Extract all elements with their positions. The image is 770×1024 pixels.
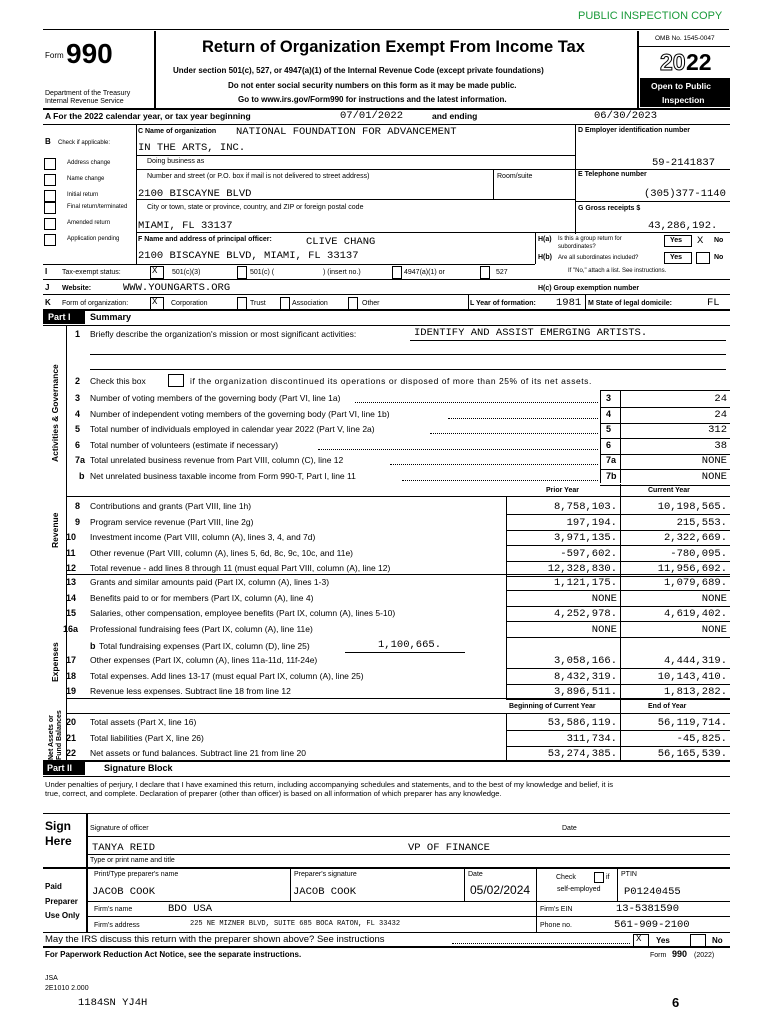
legal-domicile-value: FL [707, 297, 720, 309]
street-label: Number and street (or P.O. box if mail is not delivered to street address) [147, 173, 370, 180]
form-label: Form [45, 51, 64, 60]
trust-label: Trust [250, 300, 266, 307]
use-only-label: Use Only [45, 911, 80, 920]
penalty-text-2: true, correct, and complete. Declaration of preparer (other than officer) is based on all information of which preparer has any knowledge. [45, 789, 502, 798]
current-year-value: 4,444,319. [663, 655, 727, 667]
side-expenses: Expenses [50, 642, 60, 682]
status-501c-label: 501(c) ( [250, 269, 275, 276]
principal-officer: CLIVE CHANG [306, 236, 376, 248]
hc-label: H(c) Group exemption number [538, 285, 640, 292]
firm-ein-label: Firm's EIN [540, 906, 573, 913]
form-title: Return of Organization Exempt From Income Tax [202, 38, 585, 56]
officer-address: 2100 BISCAYNE BLVD, MIAMI, FL 33137 [138, 250, 359, 262]
year-formation-label: L Year of formation: [470, 300, 536, 307]
status-501c3-mark: X [152, 266, 158, 276]
status-527-label: 527 [496, 269, 508, 276]
side-activities-governance: Activities & Governance [50, 364, 60, 462]
prior-year-value: 4,252,978. [553, 608, 617, 621]
tax-exempt-label: Tax-exempt status: [62, 269, 121, 276]
discuss-question: May the IRS discuss this return with the preparer shown above? See instructions [45, 934, 385, 945]
gov-line-text: Number of independent voting members of the governing body (Part VI, line 1b) [90, 408, 390, 419]
preparer-signature: JACOB COOK [293, 886, 357, 898]
gov-line-text: Net unrelated business taxable income from Form 990-T, Part I, line 11 [90, 470, 356, 481]
part2-title: Signature Block [104, 763, 173, 773]
bottom-code: 1184SN YJ4H [78, 997, 148, 1009]
current-year-value: 215,553. [676, 516, 727, 529]
fin-line-text: Program service revenue (Part VIII, line 2g) [90, 516, 254, 527]
status-4947-checkbox[interactable] [392, 266, 402, 279]
status-501c-checkbox[interactable] [237, 266, 247, 279]
gov-line-text: Number of voting members of the governing body (Part VI, line 1a) [90, 393, 341, 403]
gov-line-value: 38 [714, 439, 727, 452]
gov-line-text: Total number of individuals employed in calendar year 2022 (Part V, line 2a) [90, 424, 375, 434]
footer-form-year: (2022) [694, 952, 715, 959]
gov-line-number: b [79, 470, 85, 481]
line-j-label: J [45, 283, 50, 292]
ptin-value: P01240455 [624, 886, 681, 898]
beginning-year-header: Beginning of Current Year [509, 703, 596, 710]
fin-line-number: 17 [66, 655, 77, 665]
sign-date-label: Date [562, 825, 577, 832]
form-of-org-label: Form of organization: [62, 300, 129, 307]
if-label: if [606, 874, 610, 881]
type-print-label: Type or print name and title [90, 857, 175, 864]
gov-line-text: Total number of volunteers (estimate if necessary) [90, 439, 279, 450]
fin-line-number: 19 [66, 686, 77, 697]
status-501c3-label: 501(c)(3) [172, 269, 201, 276]
website-label: Website: [62, 285, 92, 292]
and-ending-label: and ending [432, 111, 478, 121]
line2-text-2: if the organization discontinued its operations or disposed of more than 25% of its net assets. [190, 376, 592, 386]
hb-text: Are all subordinates included? [558, 255, 639, 261]
initial-return-checkbox[interactable] [44, 190, 56, 202]
prior-year-value: NONE [591, 623, 617, 636]
legal-domicile-label: M State of legal domicile: [588, 300, 673, 307]
side-net-assets-1: Net Assets or [48, 715, 55, 760]
gov-line-value: 24 [714, 393, 727, 405]
year-suffix: 22 [686, 49, 712, 75]
corporation-mark: X [152, 297, 158, 307]
gov-line-text: Total unrelated business revenue from Part VIII, column (C), line 12 [90, 455, 344, 465]
gov-line-value: 24 [714, 408, 727, 421]
other-label: Other [362, 300, 380, 307]
status-527-checkbox[interactable] [480, 266, 490, 279]
paperwork-notice: For Paperwork Reduction Act Notice, see the separate instructions. [45, 950, 302, 959]
ha-yes-label: Yes [670, 237, 683, 244]
status-insert-no: ) (insert no.) [323, 269, 361, 276]
current-year-value: 10,143,410. [657, 670, 727, 683]
fin-line-number: 13 [66, 577, 77, 587]
omb-number: OMB No. 1545-0047 [655, 35, 715, 42]
prior-year-value: 1,121,175. [553, 577, 617, 589]
officer-signer-name: TANYA REID [92, 842, 156, 854]
prior-year-value: NONE [591, 592, 617, 605]
fin-line-number: 16a [63, 623, 79, 634]
org-street: 2100 BISCAYNE BLVD [138, 188, 252, 200]
end-year-header: End of Year [648, 703, 687, 710]
g-gross-label: G Gross receipts $ [578, 205, 641, 212]
preparer-name: JACOB COOK [92, 886, 156, 898]
current-year-value: 56,119,714. [657, 717, 727, 729]
gov-line-number: 5 [75, 424, 81, 434]
preparer-label: Preparer [45, 897, 78, 906]
fin-line-number: 15 [66, 608, 77, 619]
mission-statement: IDENTIFY AND ASSIST EMERGING ARTISTS. [414, 327, 648, 339]
line1-num: 1 [75, 329, 81, 339]
fin-line-text: Salaries, other compensation, employee benefits (Part IX, column (A), lines 5-10) [90, 608, 396, 619]
discontinued-checkbox[interactable] [168, 374, 184, 387]
current-year-value: NONE [701, 592, 727, 605]
fin-line-number: 8 [75, 501, 81, 511]
gov-line-value: NONE [701, 455, 727, 467]
instructions-notice: Go to www.irs.gov/Form990 for instructions and the latest information. [238, 95, 507, 104]
line-b-label: B [45, 137, 51, 146]
gross-receipts-value: 43,286,192. [648, 220, 718, 232]
current-year-value: 1,079,689. [663, 577, 727, 589]
d-ein-label: D Employer identification number [578, 127, 691, 134]
discuss-yes-label: Yes [656, 936, 670, 945]
fin-line-text: Other revenue (Part VIII, column (A), lines 5, 6d, 8c, 9c, 10c, and 11e) [90, 547, 353, 558]
hb-label: H(b) [538, 254, 552, 261]
sign-label: Sign [45, 819, 71, 833]
phone-value: (305)377-1140 [644, 188, 726, 200]
gov-box-label: 4 [606, 408, 612, 419]
org-city: MIAMI, FL 33137 [138, 220, 233, 232]
current-year-value: 11,956,692. [657, 563, 727, 576]
prior-year-value: 311,734. [566, 732, 617, 745]
gov-line-number: 7a [75, 455, 86, 465]
line16b-value: 1,100,665. [378, 639, 442, 651]
fin-line-number: 20 [66, 717, 77, 727]
final-return-label: Final return/terminated [67, 204, 128, 210]
fin-line-text: Total liabilities (Part X, line 26) [90, 732, 204, 743]
dept-irs: Internal Revenue Service [45, 98, 124, 105]
form-code: 2E1010 2.000 [45, 985, 89, 992]
part2-label: Part II [47, 763, 73, 773]
current-year-value: -780,095. [670, 547, 727, 560]
hb-no-label: No [714, 254, 724, 261]
address-change-checkbox[interactable] [44, 158, 56, 170]
line2-num: 2 [75, 376, 81, 386]
phone-no-label: Phone no. [540, 922, 572, 929]
gov-line-value: 312 [708, 424, 727, 436]
ha-text-1: Is this a group return for [558, 236, 622, 242]
fin-line-number: 22 [66, 748, 77, 759]
fin-line-text: Total revenue - add lines 8 through 11 (must equal Part VIII, column (A), line 12) [90, 563, 391, 574]
current-year-value: 4,619,402. [663, 608, 727, 621]
name-change-label: Name change [67, 176, 105, 182]
corporation-label: Corporation [171, 300, 208, 307]
line2-text-1: Check this box [90, 376, 146, 386]
penalty-text-1: Under penalties of perjury, I declare that I have examined this return, including accompanying schedules and statements, and to the best of my knowledge and belief, it is [45, 780, 614, 789]
current-year-value: 2,322,669. [663, 532, 727, 545]
footer-form-number: 990 [672, 949, 688, 959]
fin-line-number: 21 [66, 732, 77, 743]
final-return-checkbox[interactable] [44, 202, 56, 214]
prior-year-value: 197,194. [566, 516, 617, 529]
part1-label: Part I [48, 312, 71, 322]
fin-line-text: Investment income (Part VIII, column (A), lines 3, 4, and 7d) [90, 532, 316, 543]
line1-text: Briefly describe the organization's mission or most significant activities: [90, 329, 357, 339]
prep-date-label: Date [468, 871, 483, 878]
line16b-text: Total fundraising expenses (Part IX, column (D), line 25) [99, 641, 310, 651]
firm-name: BDO USA [168, 903, 213, 915]
gov-line-number: 6 [75, 439, 81, 450]
fin-line-number: 11 [66, 547, 76, 558]
fin-line-number: 10 [66, 532, 77, 543]
ha-text-2: subordinates? [558, 244, 596, 250]
fin-line-text: Total expenses. Add lines 13-17 (must equal Part IX, column (A), line 25) [90, 670, 364, 681]
dba-label: Doing business as [147, 158, 205, 165]
firm-address: 225 NE MIZNER BLVD, SUITE 685 BOCA RATON, FL 33432 [190, 920, 401, 928]
firm-name-label: Firm's name [94, 906, 133, 913]
hb-yes-label: Yes [670, 254, 683, 261]
discuss-yes-mark: X [636, 934, 642, 944]
ein-value: 59-2141837 [652, 157, 716, 169]
current-year-value: 56,165,539. [657, 748, 727, 761]
gov-box-label: 7a [606, 455, 617, 465]
address-change-label: Address change [67, 160, 111, 166]
current-year-value: 1,813,282. [663, 686, 727, 699]
here-label: Here [45, 834, 72, 848]
prior-year-value: -597,602. [560, 547, 617, 560]
public-inspection-label: PUBLIC INSPECTION COPY [578, 10, 723, 22]
current-year-value: 10,198,565. [657, 501, 727, 513]
gov-line-value: NONE [701, 470, 727, 483]
ha-no-label: No [714, 237, 724, 244]
fin-line-text: Contributions and grants (Part VIII, line 1h) [90, 501, 252, 511]
jsa-label: JSA [45, 975, 58, 982]
prior-year-header: Prior Year [546, 487, 579, 494]
prior-year-value: 12,328,830. [547, 563, 617, 576]
fin-line-text: Total assets (Part X, line 16) [90, 717, 197, 727]
prior-year-value: 53,586,119. [547, 717, 617, 729]
fin-line-text: Net assets or fund balances. Subtract line 21 from line 20 [90, 748, 306, 759]
side-revenue: Revenue [50, 512, 60, 548]
prior-year-value: 3,896,511. [553, 686, 617, 699]
fin-line-number: 18 [66, 670, 77, 681]
prep-name-label: Print/Type preparer's name [94, 871, 179, 878]
form-number: 990 [66, 38, 113, 69]
line-k-label: K [45, 298, 51, 307]
application-pending-label: Application pending [67, 236, 120, 242]
gov-box-label: 5 [606, 424, 612, 434]
current-year-value: -45,825. [676, 732, 727, 745]
application-pending-checkbox[interactable] [44, 234, 56, 246]
line16b-num: b [90, 641, 96, 651]
fin-line-text: Revenue less expenses. Subtract line 18 from line 12 [90, 686, 291, 697]
firm-address-label: Firm's address [94, 922, 140, 929]
e-phone-label: E Telephone number [578, 171, 647, 178]
c-name-label: C Name of organization [138, 128, 217, 135]
fin-line-text: Other expenses (Part IX, column (A), lines 11a-11d, 11f-24e) [90, 655, 318, 665]
side-net-assets-2: Fund Balances [56, 710, 63, 760]
dept-treasury: Department of the Treasury [45, 90, 131, 97]
room-suite-label: Room/suite [497, 173, 533, 180]
org-name-line-2: IN THE ARTS, INC. [138, 142, 246, 154]
gov-line-number: 4 [75, 408, 81, 419]
self-employed-label: self-employed [557, 886, 601, 893]
prior-year-value: 8,758,103. [553, 501, 617, 513]
preparer-date: 05/02/2024 [470, 883, 531, 897]
gov-box-label: 6 [606, 439, 612, 450]
line-a-label: A For the 2022 calendar year, or tax year beginning [45, 111, 251, 121]
city-label: City or town, state or province, country, and ZIP or foreign postal code [147, 204, 364, 211]
open-public-1: Open to Public [651, 81, 711, 91]
status-4947-label: 4947(a)(1) or [404, 269, 445, 276]
line-i-label: I [45, 267, 48, 276]
tax-year-begin: 07/01/2022 [340, 110, 404, 122]
fin-line-text: Grants and similar amounts paid (Part IX, column (A), lines 1-3) [90, 577, 330, 587]
footer-form-label: Form [650, 952, 667, 959]
fin-line-number: 12 [66, 563, 77, 574]
ptin-label: PTIN [621, 871, 637, 878]
f-officer-label: F Name and address of principal officer: [138, 236, 272, 243]
hb-no-box[interactable] [696, 252, 710, 264]
firm-phone: 561-909-2100 [614, 919, 690, 931]
firm-ein: 13-5381590 [616, 903, 680, 915]
ssn-notice: Do not enter social security numbers on this form as it may be made public. [228, 81, 517, 90]
ha-no-mark[interactable]: X [697, 235, 704, 247]
name-change-checkbox[interactable] [44, 174, 56, 186]
current-year-header: Current Year [648, 487, 690, 494]
page-number: 6 [672, 995, 680, 1010]
fin-line-number: 9 [75, 516, 81, 527]
gov-box-label: 7b [606, 470, 617, 481]
website-value[interactable]: WWW.YOUNGARTS.ORG [123, 282, 231, 294]
signature-officer-label: Signature of officer [90, 825, 149, 832]
org-name-line-1: NATIONAL FOUNDATION FOR ADVANCEMENT [236, 126, 457, 138]
h-note: If "No," attach a list. See instructions. [568, 268, 667, 274]
fin-line-text: Professional fundraising fees (Part IX, column (A), line 11e) [90, 623, 313, 634]
year-prefix: 20 [660, 49, 686, 75]
ha-label: H(a) [538, 236, 552, 243]
fin-line-number: 14 [66, 592, 77, 603]
check-label: Check [556, 874, 576, 881]
prior-year-value: 8,432,319. [553, 670, 617, 683]
open-public-2: Inspection [662, 95, 705, 105]
prior-year-value: 3,058,166. [553, 655, 617, 667]
officer-signer-title: VP OF FINANCE [408, 842, 490, 854]
tax-year-end: 06/30/2023 [594, 110, 658, 122]
association-label: Association [292, 300, 328, 307]
prep-sig-label: Preparer's signature [294, 871, 357, 878]
initial-return-label: Initial return [67, 192, 99, 198]
paid-label: Paid [45, 882, 62, 891]
gov-line-number: 3 [75, 393, 81, 403]
fin-line-text: Benefits paid to or for members (Part IX, column (A), line 4) [90, 592, 314, 603]
prior-year-value: 3,971,135. [553, 532, 617, 545]
prior-year-value: 53,274,385. [547, 748, 617, 761]
form-subtitle: Under section 501(c), 527, or 4947(a)(1) of the Internal Revenue Code (except private foundations) [173, 66, 544, 75]
gov-box-label: 3 [606, 393, 612, 403]
amended-return-label: Amended return [67, 220, 111, 226]
part1-title: Summary [90, 312, 132, 322]
current-year-value: NONE [701, 623, 727, 636]
amended-return-checkbox[interactable] [44, 218, 56, 230]
check-if-applicable: Check if applicable: [58, 140, 111, 146]
discuss-no-label: No [712, 936, 723, 945]
year-formation-value: 1981 [556, 297, 582, 309]
self-employed-checkbox[interactable] [594, 872, 604, 883]
